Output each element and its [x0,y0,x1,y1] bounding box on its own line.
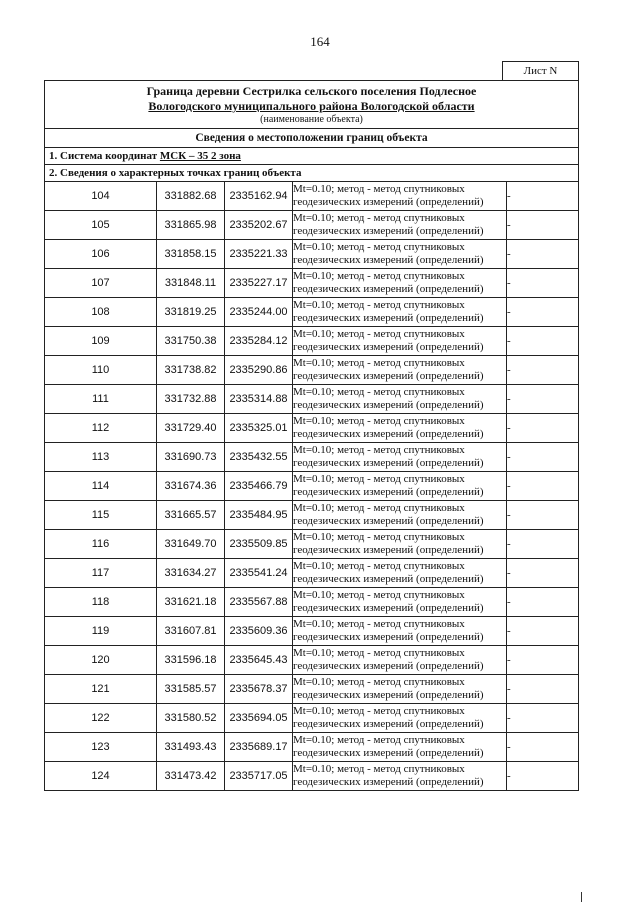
page-number: 164 [310,34,330,49]
extra-info-cell: - [507,646,579,675]
x-coordinate-cell: 331865.98 [157,211,225,240]
x-coordinate-cell: 331750.38 [157,327,225,356]
y-coordinate-cell: 2335717.05 [225,762,293,791]
accuracy-method-cell: Mt=0.10; метод - метод спутниковых геодезических измерений (определений) [293,327,507,356]
y-coordinate-cell: 2335202.67 [225,211,293,240]
table-row [45,414,578,443]
extra-info-cell: - [507,182,579,211]
y-coordinate-cell: 2335484.95 [225,501,293,530]
extra-info-cell: - [507,733,579,762]
point-number-cell: 117 [45,559,157,588]
table-row [45,646,578,675]
accuracy-method-cell: Mt=0.10; метод - метод спутниковых геодезических измерений (определений) [293,617,507,646]
point-number-cell: 119 [45,617,157,646]
sheet-label: Лист N [502,61,579,80]
x-coordinate-cell: 331738.82 [157,356,225,385]
accuracy-method-cell: Mt=0.10; метод - метод спутниковых геодезических измерений (определений) [293,646,507,675]
point-number-cell: 120 [45,646,157,675]
point-number-cell: 109 [45,327,157,356]
coordinate-system-prefix: 1. Система координат [49,150,160,162]
accuracy-method-cell: Mt=0.10; метод - метод спутниковых геодезических измерений (определений) [293,588,507,617]
y-coordinate-cell: 2335244.00 [225,298,293,327]
points-header: 2. Сведения о характерных точках границ объекта [45,165,578,182]
table-row [45,617,578,646]
extra-info-cell: - [507,501,579,530]
y-coordinate-cell: 2335162.94 [225,182,293,211]
x-coordinate-cell: 331634.27 [157,559,225,588]
extra-info-cell: - [507,327,579,356]
x-coordinate-cell: 331819.25 [157,298,225,327]
extra-info-cell: - [507,414,579,443]
point-number-cell: 112 [45,414,157,443]
point-number-cell: 110 [45,356,157,385]
points-table-body [45,182,578,790]
x-coordinate-cell: 331665.57 [157,501,225,530]
x-coordinate-cell: 331649.70 [157,530,225,559]
table-row [45,443,578,472]
x-coordinate-cell: 331621.18 [157,588,225,617]
table-row [45,182,578,211]
extra-info-cell: - [507,269,579,298]
extra-info-cell: - [507,588,579,617]
coordinate-system-row [45,148,578,165]
accuracy-method-cell: Mt=0.10; метод - метод спутниковых геодезических измерений (определений) [293,762,507,791]
accuracy-method-cell: Mt=0.10; метод - метод спутниковых геодезических измерений (определений) [293,240,507,269]
extra-info-cell: - [507,211,579,240]
x-coordinate-cell: 331690.73 [157,443,225,472]
x-coordinate-cell: 331882.68 [157,182,225,211]
extra-info-cell: - [507,298,579,327]
extra-info-cell: - [507,530,579,559]
table-row [45,385,578,414]
table-row [45,327,578,356]
y-coordinate-cell: 2335541.24 [225,559,293,588]
accuracy-method-cell: Mt=0.10; метод - метод спутниковых геодезических измерений (определений) [293,530,507,559]
x-coordinate-cell: 331473.42 [157,762,225,791]
point-number-cell: 115 [45,501,157,530]
x-coordinate-cell: 331493.43 [157,733,225,762]
x-coordinate-cell: 331585.57 [157,675,225,704]
y-coordinate-cell: 2335567.88 [225,588,293,617]
x-coordinate-cell: 331674.36 [157,472,225,501]
y-coordinate-cell: 2335466.79 [225,472,293,501]
table-row [45,298,578,327]
y-coordinate-cell: 2335432.55 [225,443,293,472]
table-row [45,501,578,530]
x-coordinate-cell: 331596.18 [157,646,225,675]
point-number-cell: 114 [45,472,157,501]
y-coordinate-cell: 2335325.01 [225,414,293,443]
point-number-cell: 105 [45,211,157,240]
table-row [45,269,578,298]
accuracy-method-cell: Mt=0.10; метод - метод спутниковых геодезических измерений (определений) [293,356,507,385]
accuracy-method-cell: Mt=0.10; метод - метод спутниковых геодезических измерений (определений) [293,472,507,501]
accuracy-method-cell: Mt=0.10; метод - метод спутниковых геодезических измерений (определений) [293,269,507,298]
coordinate-system-value: МСК – 35 2 зона [159,150,241,162]
table-row [45,211,578,240]
table-row [45,472,578,501]
extra-info-cell: - [507,675,579,704]
extra-info-cell: - [507,770,511,782]
accuracy-method-cell: Mt=0.10; метод - метод спутниковых геодезических измерений (определений) [293,704,507,733]
section-header: Сведения о местоположении границ объекта [45,129,578,148]
y-coordinate-cell: 2335694.05 [225,704,293,733]
point-number-cell: 122 [45,704,157,733]
point-number-cell: 104 [45,182,157,211]
title-line-2: Вологодского муниципального района Вологодской области [148,99,475,113]
point-number-cell: 113 [45,443,157,472]
point-number-cell: 121 [45,675,157,704]
y-coordinate-cell: 2335284.12 [225,327,293,356]
accuracy-method-cell: Mt=0.10; метод - метод спутниковых геодезических измерений (определений) [293,443,507,472]
x-coordinate-cell: 331607.81 [157,617,225,646]
y-coordinate-cell: 2335314.88 [225,385,293,414]
accuracy-method-cell: Mt=0.10; метод - метод спутниковых геодезических измерений (определений) [293,385,507,414]
point-number-cell: 123 [45,733,157,762]
title-block [45,81,578,129]
y-coordinate-cell: 2335609.36 [225,617,293,646]
extra-info-cell: - [507,240,579,269]
page-edge-mark [581,892,582,902]
accuracy-method-cell: Mt=0.10; метод - метод спутниковых геодезических измерений (определений) [293,414,507,443]
table-row [45,588,578,617]
table-row [45,240,578,269]
y-coordinate-cell: 2335645.43 [225,646,293,675]
accuracy-method-cell: Mt=0.10; метод - метод спутниковых геодезических измерений (определений) [293,501,507,530]
point-number-cell: 106 [45,240,157,269]
x-coordinate-cell: 331732.88 [157,385,225,414]
table-row [45,559,578,588]
x-coordinate-cell: 331580.52 [157,704,225,733]
point-number-cell: 107 [45,269,157,298]
accuracy-method-cell: Mt=0.10; метод - метод спутниковых геодезических измерений (определений) [293,733,507,762]
accuracy-method-cell: Mt=0.10; метод - метод спутниковых геодезических измерений (определений) [293,559,507,588]
extra-info-cell: - [507,443,579,472]
table-row [45,530,578,559]
accuracy-method-cell: Mt=0.10; метод - метод спутниковых геодезических измерений (определений) [293,211,507,240]
extra-info-cell: - [507,356,579,385]
table-row [45,762,578,791]
point-number-cell: 118 [45,588,157,617]
accuracy-method-cell: Mt=0.10; метод - метод спутниковых геодезических измерений (определений) [293,182,507,211]
point-number-cell: 108 [45,298,157,327]
y-coordinate-cell: 2335227.17 [225,269,293,298]
table-row [45,733,578,762]
extra-info-cell: - [507,472,579,501]
x-coordinate-cell: 331848.11 [157,269,225,298]
y-coordinate-cell: 2335689.17 [225,733,293,762]
table-row [45,675,578,704]
extra-info-cell: - [507,617,579,646]
points-table [45,182,578,790]
y-coordinate-cell: 2335221.33 [225,240,293,269]
boundary-document [44,80,579,791]
table-row [45,704,578,733]
point-number-cell: 111 [45,385,157,414]
y-coordinate-cell: 2335509.85 [225,530,293,559]
y-coordinate-cell: 2335290.86 [225,356,293,385]
point-number-cell: 116 [45,530,157,559]
x-coordinate-cell: 331729.40 [157,414,225,443]
extra-info-cell: - [507,704,579,733]
extra-info-cell: - [507,559,579,588]
accuracy-method-cell: Mt=0.10; метод - метод спутниковых геодезических измерений (определений) [293,298,507,327]
accuracy-method-cell: Mt=0.10; метод - метод спутниковых геодезических измерений (определений) [293,675,507,704]
title-note: (наименование объекта) [260,114,363,125]
point-number-cell: 124 [45,762,157,791]
x-coordinate-cell: 331858.15 [157,240,225,269]
table-row [45,356,578,385]
title-line-1: Граница деревни Сестрилка сельского поселения Подлесное [146,84,477,98]
extra-info-cell: - [507,385,579,414]
y-coordinate-cell: 2335678.37 [225,675,293,704]
